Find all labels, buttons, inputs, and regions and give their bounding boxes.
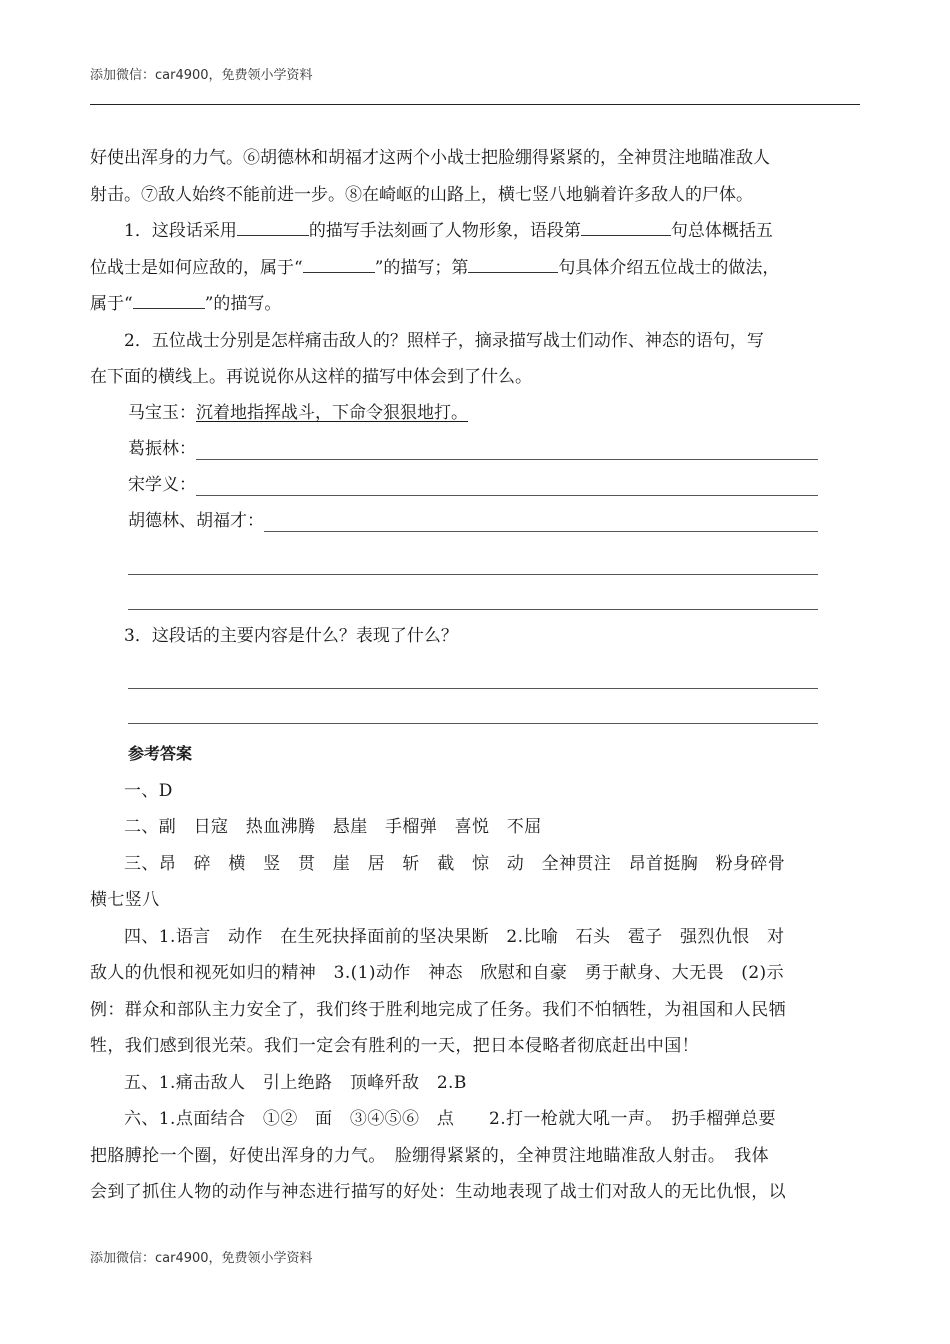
- answer-row-label: 葛振林：: [128, 439, 196, 459]
- question-1-cont: [90, 250, 862, 287]
- passage-line: 好使出浑身的力气。⑥胡德林和胡福才这两个小战士把脸绷得紧紧的，全神贯注地瞄准敌人: [90, 148, 770, 168]
- page-header: 添加微信：car4900，免费领小学资料: [90, 68, 313, 83]
- answer-line[interactable]: [128, 654, 818, 689]
- answer-row-label: 胡德林、胡福才：: [128, 511, 264, 531]
- answer-row-ge: [128, 432, 818, 468]
- q1-text: 的描写手法刻画了人物形象，语段第: [308, 221, 581, 241]
- q1-blank-technique[interactable]: [237, 217, 309, 236]
- answer-4-cont: 例：群众和部队主力安全了，我们终于胜利地完成了任务。我们不怕牺牲，为祖国和人民牺: [90, 999, 786, 1020]
- answer-line[interactable]: [196, 495, 818, 496]
- answer-4-cont: 敌人的仇恨和视死如归的精神 3.(1)动作 神态 欣慰和自豪 勇于献身、大无畏 (2)示: [90, 963, 784, 983]
- page-footer: 添加微信：car4900，免费领小学资料: [90, 1251, 313, 1266]
- answer-1: 一、D: [124, 780, 173, 801]
- q1-text: 属于“: [90, 294, 133, 314]
- q1-text: ”的描写；第: [374, 257, 469, 278]
- q1-text: 位战士是如何应敌的，属于“: [90, 257, 303, 278]
- question-2: 2．五位战士分别是怎样痛击敌人的？照样子，摘录描写战士们动作、神态的语句，写: [124, 330, 764, 351]
- answer-6-cont: 会到了抓住人物的动作与神态进行描写的好处：生动地表现了战士们对敌人的无比仇恨，以: [90, 1182, 786, 1202]
- q1-blank-type-2[interactable]: [133, 290, 205, 309]
- q1-blank-type[interactable]: [303, 254, 375, 273]
- question-1-cont: [90, 286, 862, 323]
- q1-text: ”的描写。: [204, 294, 282, 314]
- answer-3-cont: 横七竖八: [90, 890, 160, 910]
- answer-row-song: [128, 468, 818, 504]
- example-label: 马宝玉：: [128, 403, 196, 423]
- answer-line[interactable]: [128, 689, 818, 724]
- header-divider: [90, 104, 860, 105]
- answer-5: 五、1.痛击敌人 引上绝路 顶峰歼敌 2.B: [124, 1072, 467, 1093]
- answer-6: 六、1.点面结合 ①② 面 ③④⑤⑥ 点 2.打一枪就大吼一声。 扔手榴弹总要: [124, 1109, 776, 1129]
- answer-row-label: 宋学义：: [128, 475, 196, 495]
- passage-line: 射击。⑦敌人始终不能前进一步。⑧在崎岖的山路上，横七竖八地躺着许多敌人的尸体。: [90, 184, 753, 205]
- question-1: [90, 213, 862, 250]
- answer-3: 三、昂 碎 横 竖 贯 崖 居 斩 截 惊 动 全神贯注 昂首挺胸 粉身碎骨: [124, 853, 786, 874]
- example-row: [128, 396, 818, 432]
- example-answer: 沉着地指挥战斗，下命令狠狠地打。: [196, 403, 468, 423]
- answer-row-hu: [128, 504, 818, 540]
- answer-4-cont: 牲，我们感到很光荣。我们一定会有胜利的一天，把日本侵略者彻底赶出中国！: [90, 1036, 699, 1056]
- q1-text: 1．这段话采用: [124, 221, 237, 241]
- q1-blank-sentence-2[interactable]: [468, 254, 558, 273]
- answer-line[interactable]: [128, 575, 818, 610]
- page-body: [90, 140, 862, 1211]
- answer-4: 四、1.语言 动作 在生死抉择面前的坚决果断 2.比喻 石头 雹子 强烈仇恨 对: [124, 926, 785, 947]
- q1-text: 句总体概括五: [670, 221, 773, 241]
- answers-title: 参考答案: [128, 744, 193, 763]
- answer-6-cont: 把胳膊抡一个圈，好使出浑身的力气。 脸绷得紧紧的，全神贯注地瞄准敌人射击。 我体: [90, 1145, 769, 1166]
- answer-line[interactable]: [128, 540, 818, 575]
- q1-blank-sentence[interactable]: [581, 217, 671, 236]
- question-2-cont: 在下面的横线上。再说说你从这样的描写中体会到了什么。: [90, 367, 532, 387]
- answer-2: 二、副 日寇 热血沸腾 悬崖 手榴弹 喜悦 不屈: [124, 817, 542, 837]
- answer-line[interactable]: [196, 459, 818, 460]
- question-3: 3．这段话的主要内容是什么？表现了什么？: [124, 625, 458, 646]
- q1-text: 句具体介绍五位战士的做法，: [558, 257, 780, 278]
- answer-line[interactable]: [264, 531, 818, 532]
